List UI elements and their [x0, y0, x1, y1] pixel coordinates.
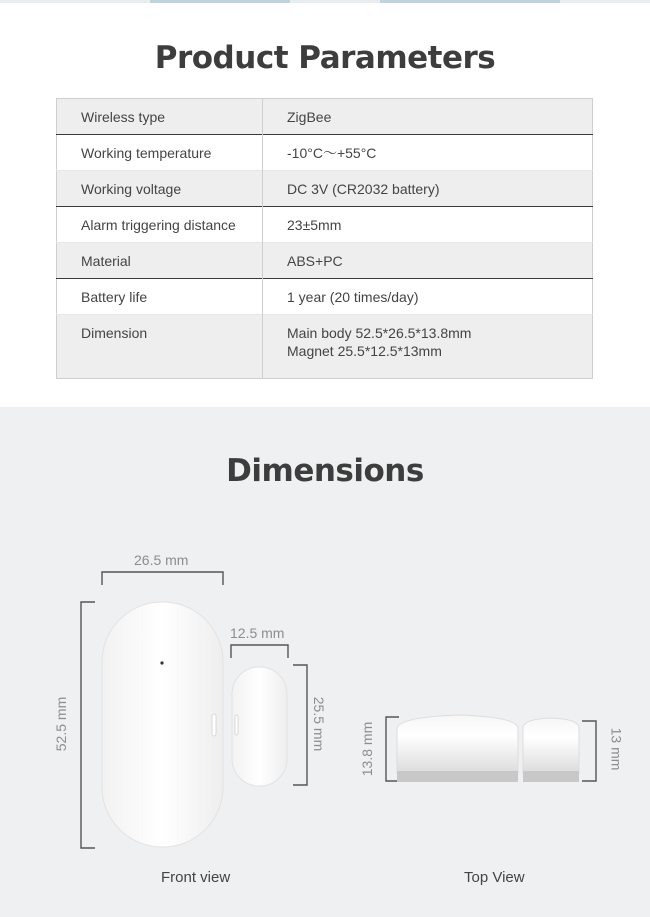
- param-value-line: Magnet 25.5*12.5*13mm: [287, 343, 442, 359]
- magnet-width-label: 12.5 mm: [230, 625, 285, 641]
- parameters-table: [56, 98, 593, 379]
- param-value-line: Main body 52.5*26.5*13.8mm: [287, 325, 472, 341]
- main-height-label: 52.5 mm: [53, 696, 70, 752]
- top-divider-strip: [0, 0, 650, 3]
- param-value: ABS+PC: [263, 243, 593, 279]
- table-row: [57, 279, 593, 315]
- dimensions-section: [0, 407, 650, 917]
- table-row: [57, 243, 593, 279]
- param-label: Working voltage: [57, 171, 263, 207]
- table-row: [57, 207, 593, 243]
- magnet-top: [523, 718, 579, 782]
- param-value: [263, 315, 593, 379]
- param-label: Wireless type: [57, 99, 263, 135]
- top-main-thickness-label: 13.8 mm: [359, 721, 376, 777]
- param-value: -10°C～+55°C: [287, 144, 377, 161]
- param-label: Battery life: [57, 279, 263, 315]
- main-body-top: [397, 715, 518, 782]
- top-view-caption: Top View: [464, 869, 525, 886]
- param-value: 1 year (20 times/day): [287, 288, 419, 305]
- param-label: Alarm triggering distance: [57, 207, 263, 243]
- param-label: Working temperature: [57, 135, 263, 171]
- param-value: 23±5mm: [287, 216, 342, 233]
- main-width-label: 26.5 mm: [134, 552, 189, 568]
- product-parameters-section: [0, 0, 650, 407]
- dimension-drawing: [0, 407, 650, 917]
- top-magnet-thickness-label: 13 mm: [608, 727, 625, 771]
- front-view-caption: Front view: [161, 869, 231, 886]
- magnet-height-label: 25.5 mm: [311, 696, 328, 752]
- param-label: Material: [57, 243, 263, 279]
- product-parameters-title: Product Parameters: [154, 40, 496, 76]
- param-value: DC 3V (CR2032 battery): [263, 171, 593, 207]
- table-row: [57, 135, 593, 171]
- table-row: [57, 171, 593, 207]
- param-value: ZigBee: [263, 99, 593, 135]
- main-body-front: [102, 602, 223, 847]
- magnet-front: [232, 667, 287, 786]
- dimensions-title: Dimensions: [226, 453, 424, 489]
- table-row: [57, 99, 593, 135]
- param-label: Dimension: [57, 315, 263, 379]
- table-row: [57, 315, 593, 379]
